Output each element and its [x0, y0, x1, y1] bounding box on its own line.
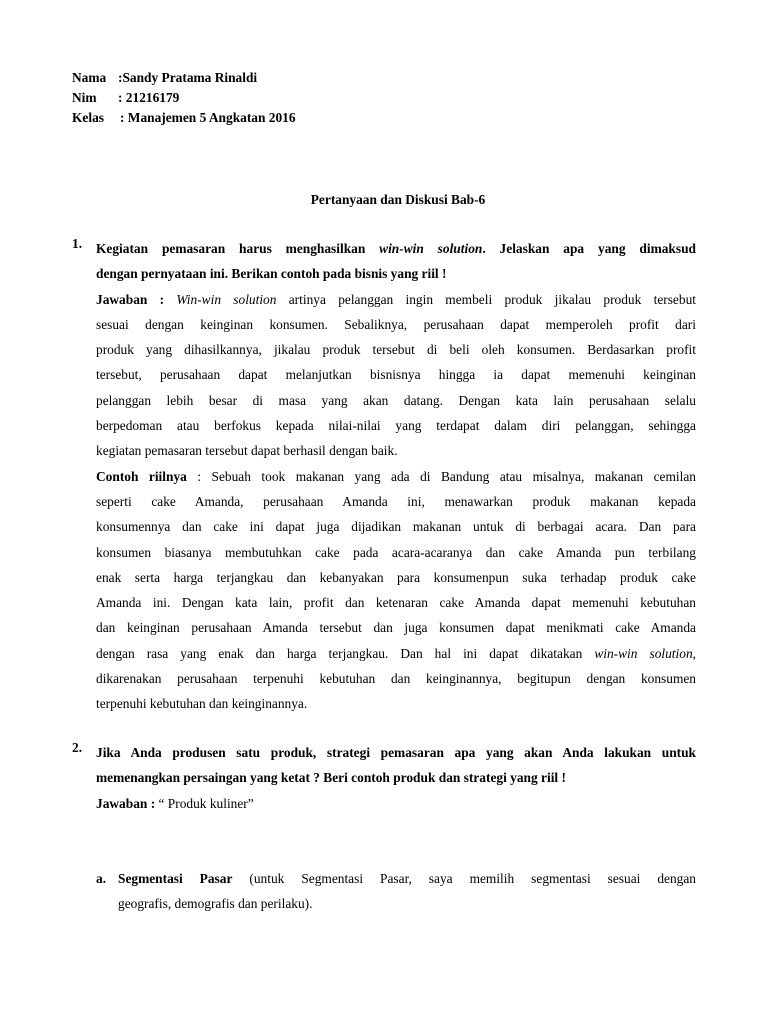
answer-1-text: artinya pelanggan ingin membeli produk jikalau produk tersebut [288, 291, 696, 307]
question-1-body [96, 236, 696, 717]
answer-2-value: “ Produk kuliner” [158, 795, 254, 811]
question-1 [72, 236, 696, 717]
sub-item-a-text: (untuk Segmentasi Pasar, saya memilih segmentasi sesuai dengan [249, 871, 696, 886]
sub-item-a-line-1 [118, 866, 696, 891]
question-1-number: 1. [72, 236, 83, 251]
answer-1-line-5: pelanggan lebih besar di masa yang akan datang. Dengan kata lain perusahaan selalu [96, 392, 696, 408]
nama-value: :Sandy Pratama Rinaldi [118, 70, 258, 85]
nim-value: : 21216179 [118, 90, 180, 105]
answer-1-line-2: sesuai dengan keinginan konsumen. Sebaliknya, perusahaan dapat memperoleh profit dari [96, 316, 696, 332]
example-1-line-3: konsumennya dan cake ini dapat juga dijadikan makanan untuk di berbagai acara. Dan para [96, 519, 696, 535]
sub-item-a-title: Segmentasi Pasar [118, 871, 233, 886]
example-1-text-a: dengan rasa yang enak dan harga terjangkau. Dan hal ini dapat dikatakan [96, 645, 595, 661]
example-1-label: Contoh riilnya [96, 468, 187, 484]
nama-label: Nama [72, 70, 107, 85]
answer-1-line-6: berpedoman atau berfokus kepada nilai-nilai yang terdapat dalam diri pelanggan, sehingga [96, 418, 696, 434]
sub-item-a-letter: a. [96, 871, 107, 886]
kelas-row [72, 108, 296, 128]
example-1-line-8 [96, 641, 696, 666]
answer-1-term: Win-win solution [176, 291, 277, 307]
page-title-text: Pertanyaan dan Diskusi Bab-6 [310, 192, 486, 207]
question-2-line-1: Jika Anda produsen satu produk, strategi pemasaran apa yang akan Anda lakukan untuk [96, 745, 696, 760]
example-1-line-10: terpenuhi kebutuhan dan keinginannya. [96, 696, 308, 712]
example-1-text: : Sebuah took makanan yang ada di Bandung atau misalnya, makanan cemilan [197, 468, 696, 484]
question-2 [72, 740, 696, 816]
question-1-line-2: dengan pernyataan ini. Berikan contoh pada bisnis yang riil ! [96, 266, 447, 282]
example-1-term: win-win solution [594, 645, 693, 661]
page-title [0, 192, 768, 208]
question-1-line-1 [96, 236, 696, 261]
example-1-line-5: enak serta harga terjangkau dan kebanyakan para konsumenpun suka terhadap produk cake [96, 569, 696, 585]
answer-1-line-4: tersebut, perusahaan dapat melanjutkan bisnisnya hingga ia dapat memenuhi keinginan [96, 367, 696, 383]
example-1-line-9: dikarenakan perusahaan terpenuhi kebutuhan dan keinginannya, begitupun dengan konsumen [96, 671, 696, 687]
q1-text-em: win-win solution [379, 241, 483, 256]
q1-text-b: . Jelaskan apa yang dimaksud [482, 241, 696, 256]
example-1-line-6: Amanda ini. Dengan kata lain, profit dan ketenaran cake Amanda dapat memenuhi kebutuhan [96, 595, 696, 611]
identity-block [72, 68, 296, 128]
example-1-text-b: , [692, 645, 696, 661]
sub-item-a-line-2: geografis, demografis dan perilaku). [118, 896, 313, 912]
example-1-line-7: dan keinginan perusahaan Amanda tersebut dan juga konsumen dapat menikmati cake Amanda [96, 620, 696, 636]
answer-1-line-7: kegiatan pemasaran tersebut dapat berhasil dengan baik. [96, 443, 398, 459]
answer-1-line-3: produk yang dihasilkannya, jikalau produk tersebut di beli oleh konsumen. Berdasarkan profit [96, 342, 696, 358]
answer-1-label: Jawaban : [96, 291, 165, 307]
answer-2-line-1 [96, 791, 696, 816]
kelas-value: : Manajemen 5 Angkatan 2016 [120, 110, 296, 125]
nama-row [72, 68, 296, 88]
nim-label: Nim [72, 90, 97, 105]
example-1-line-4: konsumen biasanya membutuhkan cake pada acara-acaranya dan cake Amanda pun terbilang [96, 544, 696, 560]
sub-item-a [96, 866, 696, 917]
kelas-label: Kelas [72, 110, 104, 125]
example-1-line-1 [96, 464, 696, 489]
question-2-number: 2. [72, 740, 83, 755]
answer-2-label: Jawaban : [96, 795, 156, 811]
example-1-line-2: seperti cake Amanda, perusahaan Amanda ini, menawarkan produk makanan kepada [96, 493, 696, 509]
answer-1-line-1 [96, 287, 696, 312]
question-2-body [96, 740, 696, 816]
q1-text-a: Kegiatan pemasaran harus menghasilkan [96, 241, 380, 256]
nim-row [72, 88, 296, 108]
question-2-line-2: memenangkan persaingan yang ketat ? Beri contoh produk dan strategi yang riil ! [96, 770, 566, 786]
sub-item-a-body [118, 866, 696, 917]
